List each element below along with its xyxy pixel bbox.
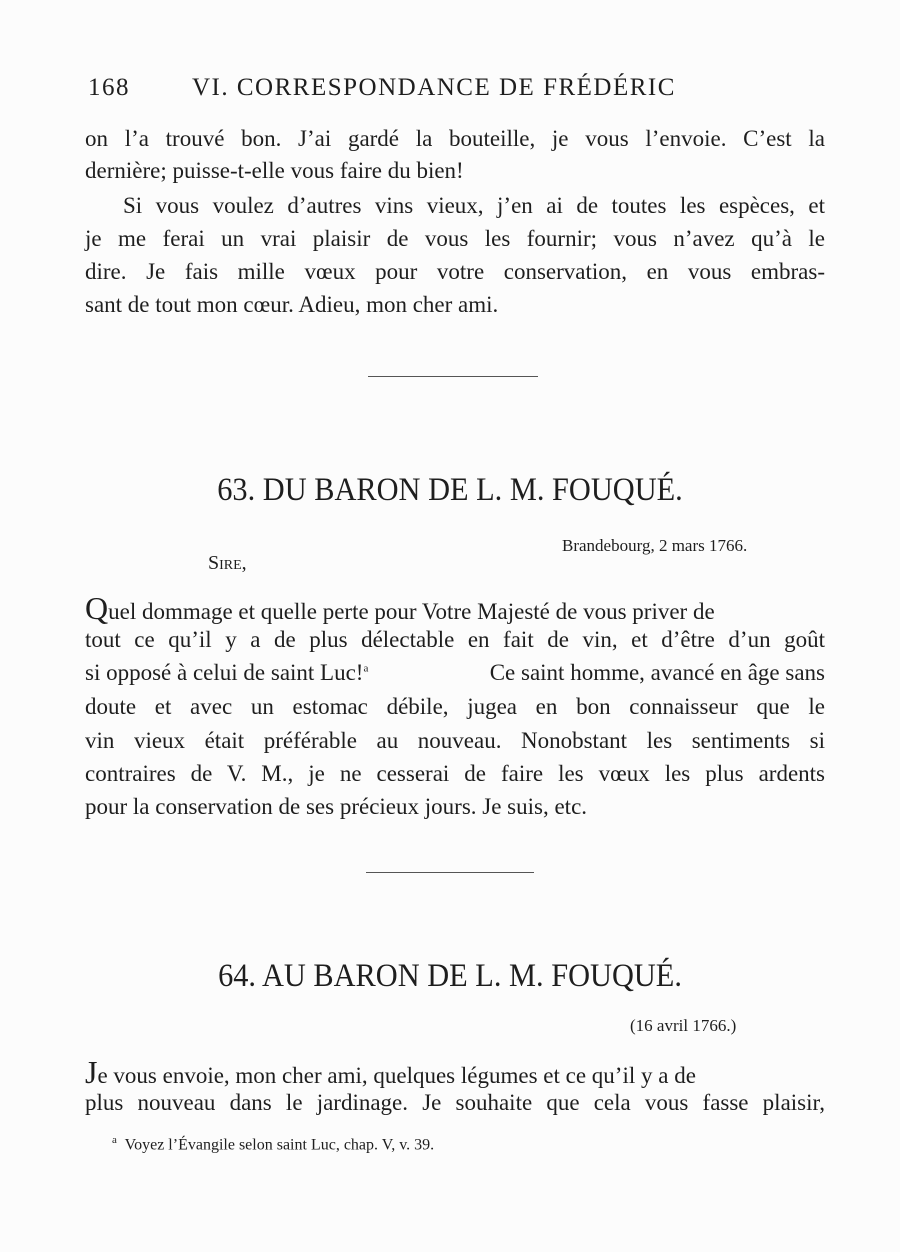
section-divider: [368, 376, 538, 377]
text-line: [85, 1054, 825, 1091]
text-line: doute et avec un estomac débile, jugea en bon connaisseur que le: [85, 694, 825, 719]
text-line: on l’a trouvé bon. J’ai gardé la bouteille, je vous l’envoie. C’est la: [85, 126, 825, 151]
running-title: VI. CORRESPONDANCE DE FRÉDÉRIC: [192, 74, 676, 101]
section-divider: [366, 872, 534, 873]
text-line: sant de tout mon cœur. Adieu, mon cher ami.: [85, 292, 499, 317]
text-line: je me ferai un vrai plaisir de vous les fournir; vous n’avez qu’à le: [85, 226, 825, 251]
letter-63-date: Brandebourg, 2 mars 1766.: [562, 536, 748, 555]
text-line: vin vieux était préférable au nouveau. Nonobstant les sentiments si: [85, 728, 825, 753]
text-line: Si vous voulez d’autres vins vieux, j’en ai de toutes les espèces, et: [123, 193, 825, 218]
drop-initial: Q: [85, 590, 109, 626]
text-line: [85, 590, 825, 627]
page-number: 168: [88, 74, 130, 101]
text-span: uel dommage et quelle perte pour Votre Majesté de vous priver de: [108, 599, 715, 624]
letter-63-title: 63. DU BARON DE L. M. FOUQUÉ.: [217, 472, 683, 508]
footnote-marker: a: [363, 662, 369, 675]
text-line: [85, 660, 825, 686]
letter-63-salutation: Sire,: [208, 552, 247, 574]
text-line: plus nouveau dans le jardinage. Je souhaite que cela vous fasse plaisir,: [85, 1090, 825, 1115]
letter-64-title: 64. AU BARON DE L. M. FOUQUÉ.: [218, 958, 682, 994]
footnote: [112, 1134, 434, 1154]
text-span: Ce saint homme, avancé en âge sans: [489, 660, 825, 685]
text-line: contraires de V. M., je ne cesserai de faire les vœux les plus ardents: [85, 761, 825, 786]
footnote-text: Voyez l’Évangile selon saint Luc, chap. V, v. 39.: [124, 1136, 435, 1154]
footnote-marker: a: [112, 1134, 117, 1146]
text-line: tout ce qu’il y a de plus délectable en fait de vin, et d’être d’un goût: [85, 627, 825, 652]
drop-initial: J: [85, 1054, 98, 1090]
text-span: e vous envoie, mon cher ami, quelques légumes et ce qu’il y a de: [97, 1063, 696, 1088]
text-line: dernière; puisse-t-elle vous faire du bien!: [85, 158, 464, 183]
text-line: dire. Je fais mille vœux pour votre conservation, en vous embras-: [85, 259, 825, 284]
letter-64-date: (16 avril 1766.): [630, 1016, 737, 1035]
text-span: si opposé à celui de saint Luc!: [85, 660, 364, 685]
text-line: pour la conservation de ses précieux jours. Je suis, etc.: [85, 794, 588, 819]
